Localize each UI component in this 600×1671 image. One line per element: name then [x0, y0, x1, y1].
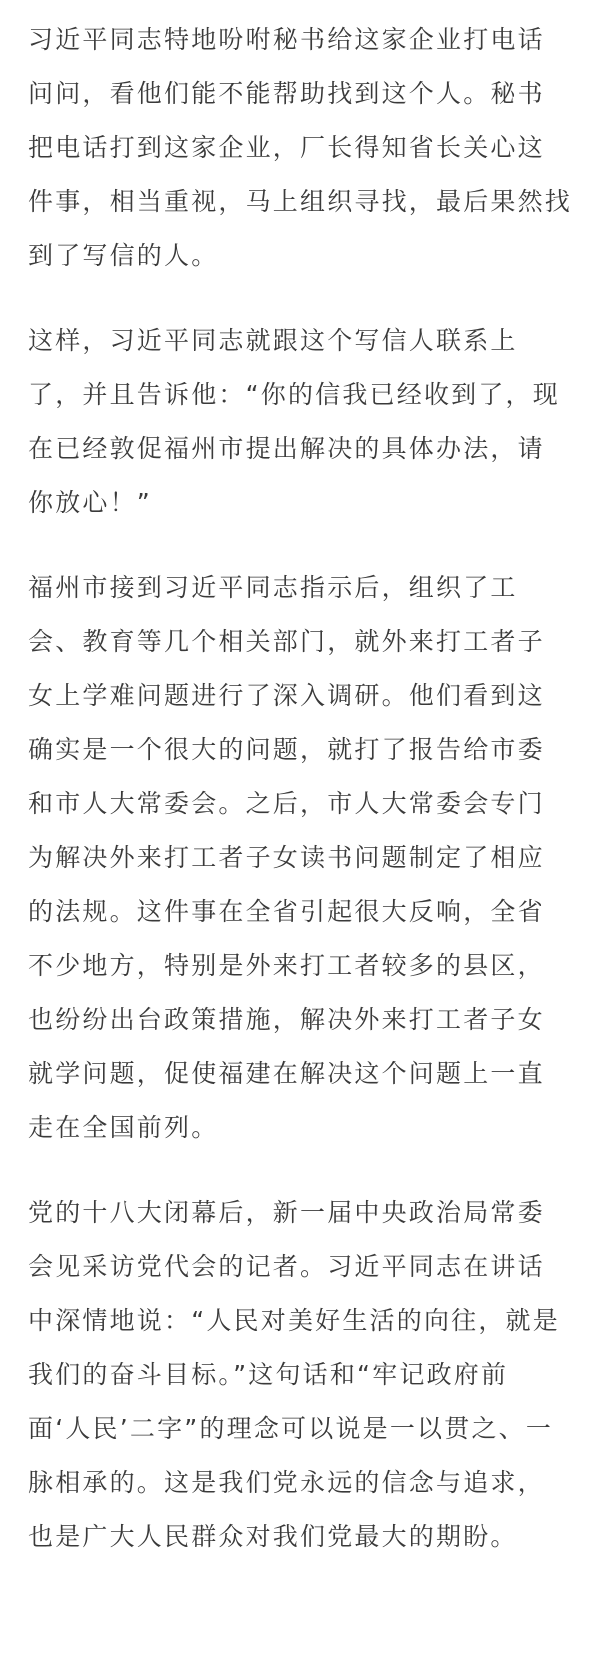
text-line: 在已经敦促福州市提出解决的具体办法，请	[28, 434, 545, 463]
text-line: 面‘人民’二字”的理念可以说是一以贯之、一	[28, 1414, 554, 1443]
text-line: 脉相承的。这是我们党永远的信念与追求，	[28, 1468, 545, 1497]
text-line: 会、教育等几个相关部门，就外来打工者子	[28, 627, 545, 656]
text-line: 党的十八大闭幕后，新一届中央政治局常委	[28, 1198, 545, 1227]
text-line: 习近平同志特地吩咐秘书给这家企业打电话	[28, 25, 545, 54]
text-line: 也纷纷出台政策措施，解决外来打工者子女	[28, 1005, 545, 1034]
text-line: 了，并且告诉他：“你的信我已经收到了，现	[28, 380, 560, 409]
text-line: 问问，看他们能不能帮助找到这个人。秘书	[28, 79, 545, 108]
text-line: 和市人大常委会。之后，市人大常委会专门	[28, 789, 545, 818]
text-line: 就学问题，促使福建在解决这个问题上一直	[28, 1059, 545, 1088]
text-line: 中深情地说：“人民对美好生活的向往，就是	[28, 1306, 560, 1335]
text-line: 为解决外来打工者子女读书问题制定了相应	[28, 843, 545, 872]
paragraph	[28, 1186, 572, 1564]
text-line: 到了写信的人。	[28, 241, 219, 270]
text-line: 确实是一个很大的问题，就打了报告给市委	[28, 735, 545, 764]
text-line: 会见采访党代会的记者。习近平同志在讲话	[28, 1252, 545, 1281]
paragraph	[28, 314, 572, 530]
text-line: 我们的奋斗目标。”这句话和“牢记政府前	[28, 1360, 509, 1389]
text-line: 福州市接到习近平同志指示后，组织了工	[28, 573, 518, 602]
text-line: 这样，习近平同志就跟这个写信人联系上	[28, 326, 518, 355]
paragraph	[28, 561, 572, 1155]
paragraph	[28, 13, 572, 283]
text-line: 的法规。这件事在全省引起很大反响，全省	[28, 897, 545, 926]
text-line: 你放心！”	[28, 488, 152, 517]
text-line: 不少地方，特别是外来打工者较多的县区，	[28, 951, 545, 980]
text-line: 也是广大人民群众对我们党最大的期盼。	[28, 1522, 518, 1551]
text-line: 女上学难问题进行了深入调研。他们看到这	[28, 681, 545, 710]
text-line: 把电话打到这家企业，厂长得知省长关心这	[28, 133, 545, 162]
text-line: 件事，相当重视，马上组织寻找，最后果然找	[28, 187, 573, 216]
text-line: 走在全国前列。	[28, 1113, 219, 1142]
